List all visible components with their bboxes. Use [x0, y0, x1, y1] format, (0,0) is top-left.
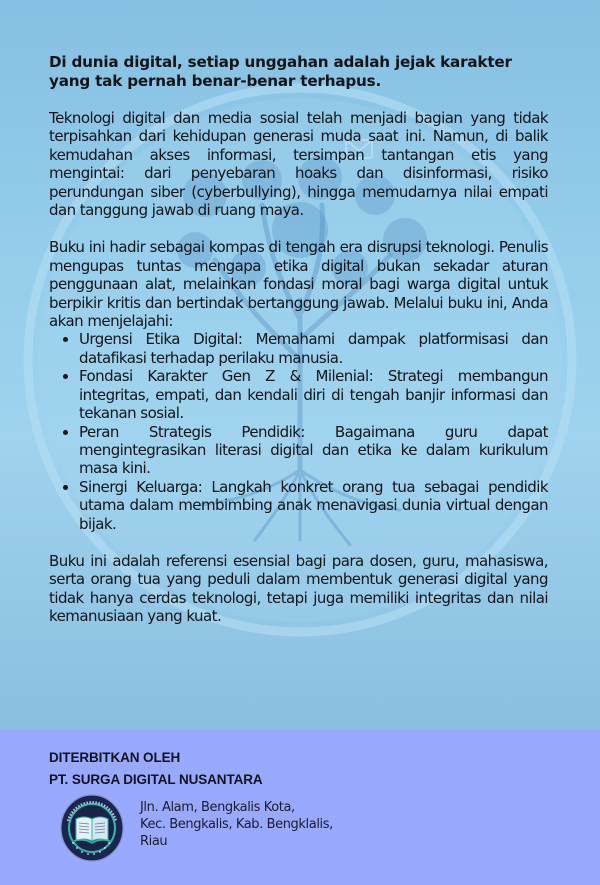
- publisher-address: [140, 799, 333, 850]
- bullet-icon: [63, 337, 68, 342]
- bullet-icon: [63, 485, 68, 490]
- published-by-label: DITERBITKAN OLEH: [49, 750, 181, 765]
- list-item-text: Urgensi Etika Digital: Memahami dampak platformisasi dan datafikasi terhadap perilaku manusia.: [79, 330, 548, 367]
- publisher-name: PT. SURGA DIGITAL NUSANTARA: [49, 772, 263, 787]
- bullet-icon: [63, 374, 68, 379]
- tagline-heading: Di dunia digital, setiap unggahan adalah jejak karakter yang tak pernah benar-benar terhapus.: [49, 53, 512, 90]
- list-item: [57, 478, 548, 533]
- list-item-text: Sinergi Keluarga: Langkah konkret orang tua sebagai pendidik utama dalam membimbing anak menavigasi dunia virtual dengan bijak.: [79, 477, 548, 533]
- description-content: [49, 53, 548, 626]
- list-item: [57, 330, 548, 367]
- publisher-footer: [0, 729, 600, 885]
- address-line: Riau: [140, 834, 168, 849]
- intro-paragraph: Teknologi digital dan media sosial telah menjadi bagian yang tidak terpisahkan dari kehidupan generasi muda saat ini. Namun, di balik kemudahan akses informasi, tersimpan tantangan etis yang mengintai: dari penyebaran hoaks dan disinformasi, risiko perundungan siber (cyberbullying), hingga memudarnya nilai empati dan tanggung jawab di ruang maya.: [49, 109, 548, 220]
- publisher-logo-icon: [59, 793, 125, 863]
- list-item: [57, 423, 548, 478]
- list-item-text: Fondasi Karakter Gen Z & Milenial: Strategi membangun integritas, empati, dan kendali diri di tengah banjir informasi dan tekanan sosial.: [79, 367, 548, 423]
- bullet-icon: [63, 430, 68, 435]
- address-line: Jln. Alam, Bengkalis Kota,: [140, 800, 295, 815]
- list-item: [57, 367, 548, 422]
- closing-paragraph: Buku ini adalah referensi esensial bagi para dosen, guru, mahasiswa, serta orang tua yang peduli dalam membentuk generasi digital yang tidak hanya cerdas teknologi, tetapi juga memiliki integritas dan nilai kemanusiaan yang kuat.: [49, 551, 548, 626]
- about-paragraph: Buku ini hadir sebagai kompas di tengah era disrupsi teknologi. Penulis mengupas tuntas mengapa etika digital bukan sekadar aturan penggunaan alat, melainkan fondasi moral bagi warga digital untuk berpikir kritis dan bertindak bertanggung jawab. Melalui buku ini, Anda akan menjelajahi:: [49, 238, 548, 331]
- address-line: Kec. Bengkalis, Kab. Bengklalis,: [140, 817, 333, 832]
- topics-list: [57, 330, 548, 532]
- list-item-text: Peran Strategis Pendidik: Bagaimana guru dapat mengintegrasikan literasi digital dan etika ke dalam kurikulum masa kini.: [79, 422, 548, 478]
